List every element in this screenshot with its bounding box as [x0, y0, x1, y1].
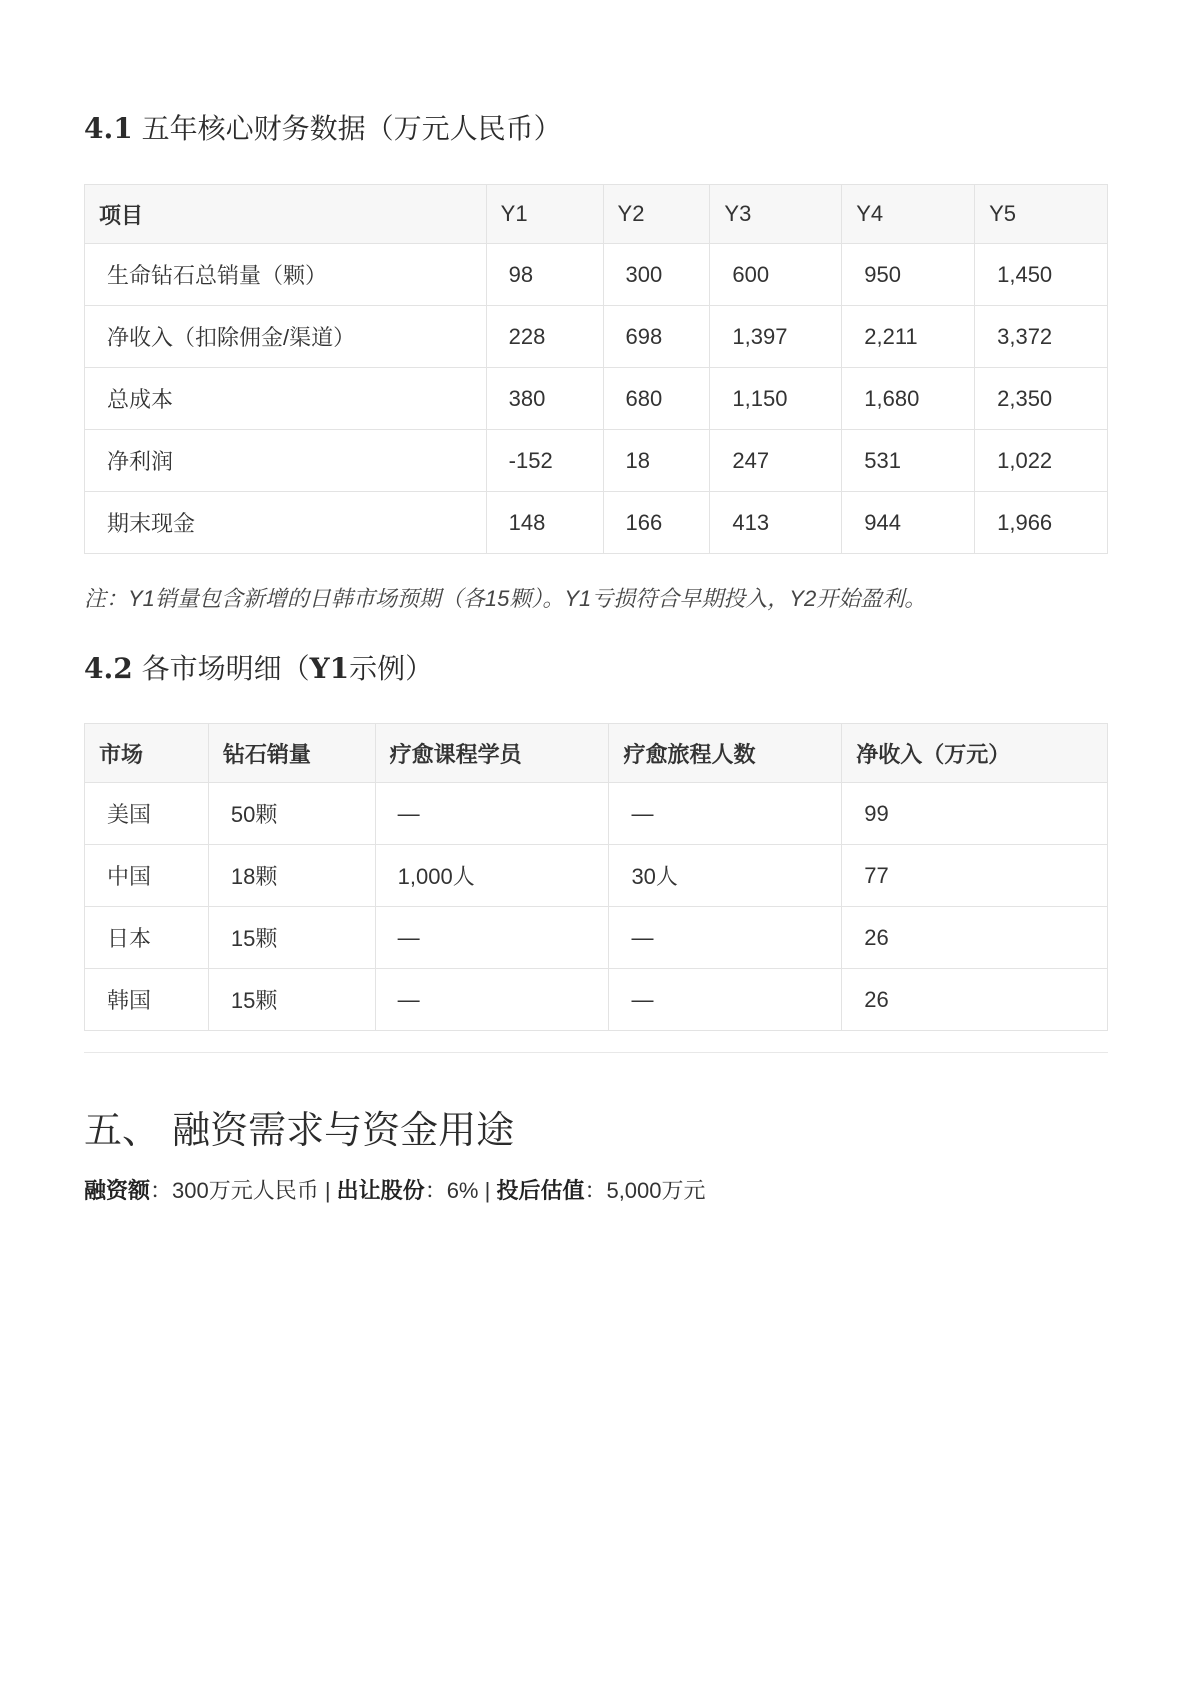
section-4-1-heading: [84, 112, 562, 146]
funding-amount-label: 融资额: [84, 1178, 151, 1203]
valuation-label: 投后估值: [496, 1178, 585, 1203]
cell-value: 2,211: [842, 306, 975, 368]
cell-value: 698: [603, 306, 710, 368]
cell-value: 18颗: [208, 845, 375, 907]
cell-value: —: [609, 969, 842, 1031]
cell-value: —: [375, 907, 609, 969]
header-y4: Y4: [842, 185, 975, 244]
cell-value: 413: [710, 492, 842, 554]
table-row: [85, 783, 1108, 845]
header-net-revenue: 净收入（万元）: [842, 724, 1108, 783]
cell-value: 1,150: [710, 368, 842, 430]
cell-value: —: [609, 907, 842, 969]
table-row: [85, 845, 1108, 907]
section-5-heading: 五、 融资需求与资金用途: [84, 1108, 515, 1152]
table-header-row: [85, 185, 1108, 244]
row-label: 中国: [85, 845, 209, 907]
financial-table: [84, 184, 1108, 554]
table-row: [85, 492, 1108, 554]
cell-value: 1,966: [975, 492, 1108, 554]
cell-value: 1,397: [710, 306, 842, 368]
row-label: 韩国: [85, 969, 209, 1031]
cell-value: 531: [842, 430, 975, 492]
cell-value: —: [609, 783, 842, 845]
section-4-2-heading: [84, 652, 433, 686]
header-y1: Y1: [486, 185, 603, 244]
row-label: 生命钻石总销量（颗）: [85, 244, 487, 306]
row-label: 净利润: [85, 430, 487, 492]
table-header-row: [85, 724, 1108, 783]
section-number: 4.2: [84, 652, 133, 685]
cell-value: 99: [842, 783, 1108, 845]
cell-value: 950: [842, 244, 975, 306]
cell-value: -152: [486, 430, 603, 492]
cell-value: 1,000人: [375, 845, 609, 907]
section-number: 4.1: [84, 112, 133, 145]
row-label: 美国: [85, 783, 209, 845]
section-title-end: 示例）: [349, 652, 434, 685]
cell-value: 148: [486, 492, 603, 554]
header-y3: Y3: [710, 185, 842, 244]
table-row: [85, 430, 1108, 492]
funding-amount-value: ：300万元人民币 |: [150, 1178, 337, 1203]
funding-summary: [84, 1174, 706, 1205]
cell-value: 15颗: [208, 969, 375, 1031]
cell-value: 247: [710, 430, 842, 492]
table-row: [85, 306, 1108, 368]
valuation-value: ：5,000万元: [584, 1178, 706, 1203]
cell-value: 50颗: [208, 783, 375, 845]
cell-value: 15颗: [208, 907, 375, 969]
header-y5: Y5: [975, 185, 1108, 244]
header-item: 项目: [85, 185, 487, 244]
table-note: 注：Y1销量包含新增的日韩市场预期（各15颗）。Y1亏损符合早期投入，Y2开始盈利。: [84, 586, 927, 611]
cell-value: —: [375, 969, 609, 1031]
header-market: 市场: [85, 724, 209, 783]
header-diamond-sales: 钻石销量: [208, 724, 375, 783]
cell-value: 600: [710, 244, 842, 306]
cell-value: 166: [603, 492, 710, 554]
market-detail-table: [84, 723, 1108, 1031]
table-row: [85, 368, 1108, 430]
section-divider: [84, 1052, 1108, 1053]
section-title: 各市场明细（: [141, 652, 310, 685]
cell-value: 77: [842, 845, 1108, 907]
cell-value: 380: [486, 368, 603, 430]
table-row: [85, 907, 1108, 969]
cell-value: 2,350: [975, 368, 1108, 430]
row-label: 净收入（扣除佣金/渠道）: [85, 306, 487, 368]
cell-value: 26: [842, 969, 1108, 1031]
cell-value: 1,022: [975, 430, 1108, 492]
cell-value: 1,680: [842, 368, 975, 430]
cell-value: 98: [486, 244, 603, 306]
table-row: [85, 969, 1108, 1031]
cell-value: 18: [603, 430, 710, 492]
header-y2: Y2: [603, 185, 710, 244]
header-course-students: 疗愈课程学员: [375, 724, 609, 783]
cell-value: 944: [842, 492, 975, 554]
cell-value: 3,372: [975, 306, 1108, 368]
section-title: 五年核心财务数据（万元人民币）: [141, 112, 562, 145]
row-label: 日本: [85, 907, 209, 969]
equity-value: ：6% |: [424, 1178, 497, 1203]
table-row: [85, 244, 1108, 306]
section-title-bold: Y1: [309, 652, 350, 685]
cell-value: 300: [603, 244, 710, 306]
cell-value: 680: [603, 368, 710, 430]
cell-value: 1,450: [975, 244, 1108, 306]
cell-value: 228: [486, 306, 603, 368]
equity-label: 出让股份: [336, 1178, 425, 1203]
row-label: 总成本: [85, 368, 487, 430]
cell-value: 30人: [609, 845, 842, 907]
row-label: 期末现金: [85, 492, 487, 554]
cell-value: —: [375, 783, 609, 845]
cell-value: 26: [842, 907, 1108, 969]
header-journey-participants: 疗愈旅程人数: [609, 724, 842, 783]
